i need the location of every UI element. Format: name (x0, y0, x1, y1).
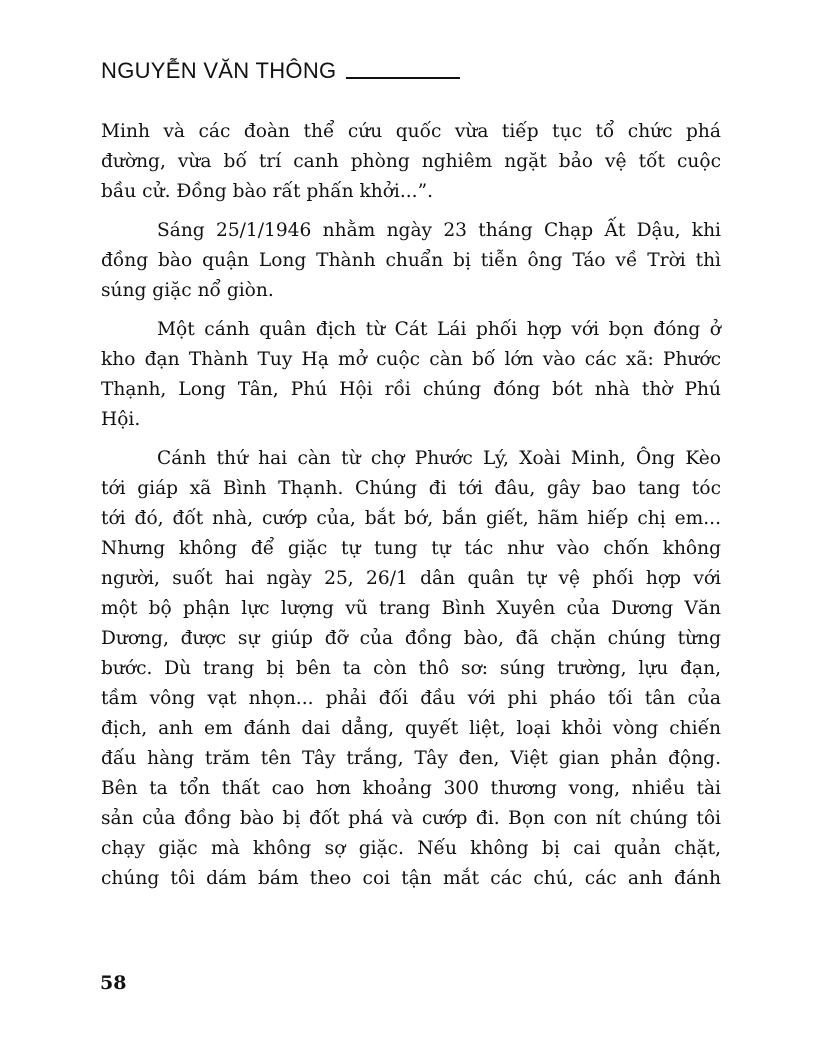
author-name: NGUYỄN VĂN THÔNG (101, 58, 337, 83)
text-line: một bộ phận lực lượng vũ trang Bình Xuyên của Dương Văn (101, 598, 721, 619)
text-line: Sáng 25/1/1946 nhằm ngày 23 tháng Chạp Ất Dậu, khi (157, 220, 721, 241)
text-line: súng giặc nổ giòn. (101, 280, 274, 301)
text-line: Cánh thứ hai càn từ chợ Phước Lý, Xoài Minh, Ông Kèo (157, 448, 721, 469)
text-line: tới giáp xã Bình Thạnh. Chúng đi tới đâu, gây bao tang tóc (101, 478, 721, 499)
text-line: Nhưng không để giặc tự tung tự tác như vào chốn không (101, 538, 721, 559)
running-header (101, 58, 460, 84)
paragraph (101, 315, 721, 435)
text-line: đấu hàng trăm tên Tây trắng, Tây đen, Việt gian phản động. (101, 748, 721, 769)
text-line: đường, vừa bố trí canh phòng nghiêm ngặt bảo vệ tốt cuộc (101, 151, 721, 172)
text-line: Một cánh quân địch từ Cát Lái phối hợp với bọn đóng ở (157, 319, 721, 340)
text-line: Bên ta tổn thất cao hơn khoảng 300 thương vong, nhiều tài (101, 778, 721, 799)
text-line: chúng tôi dám bám theo coi tận mắt các chú, các anh đánh (101, 868, 721, 889)
text-line: đồng bào quận Long Thành chuẩn bị tiễn ông Táo về Trời thì (101, 250, 721, 271)
text-line: bước. Dù trang bị bên ta còn thô sơ: súng trường, lựu đạn, (101, 658, 721, 679)
text-line: tới đó, đốt nhà, cướp của, bắt bớ, bắn giết, hãm hiếp chị em... (101, 508, 721, 529)
text-line: Thạnh, Long Tân, Phú Hội rồi chúng đóng bót nhà thờ Phú (101, 379, 721, 400)
text-line: chạy giặc mà không sợ giặc. Nếu không bị cai quản chặt, (101, 838, 721, 859)
body-text (101, 117, 721, 903)
text-line: người, suốt hai ngày 25, 26/1 dân quân tự vệ phối hợp với (101, 568, 721, 589)
text-line: kho đạn Thành Tuy Hạ mở cuộc càn bố lớn vào các xã: Phước (101, 349, 721, 370)
header-rule (346, 77, 460, 79)
text-line: Hội. (101, 409, 141, 430)
page-number: 58 (100, 972, 127, 994)
text-line: địch, anh em đánh dai dẳng, quyết liệt, loại khỏi vòng chiến (101, 718, 721, 739)
text-line: Dương, được sự giúp đỡ của đồng bào, đã chặn chúng từng (101, 628, 721, 649)
paragraph (101, 216, 721, 306)
text-line: bầu cử. Đồng bào rất phấn khởi...”. (101, 181, 434, 202)
text-line: Minh và các đoàn thể cứu quốc vừa tiếp tục tổ chức phá (101, 121, 721, 142)
paragraph (101, 117, 721, 207)
paragraph (101, 444, 721, 894)
text-line: sản của đồng bào bị đốt phá và cướp đi. Bọn con nít chúng tôi (101, 808, 721, 829)
text-line: tầm vông vạt nhọn... phải đối đầu với phi pháo tối tân của (101, 688, 721, 709)
